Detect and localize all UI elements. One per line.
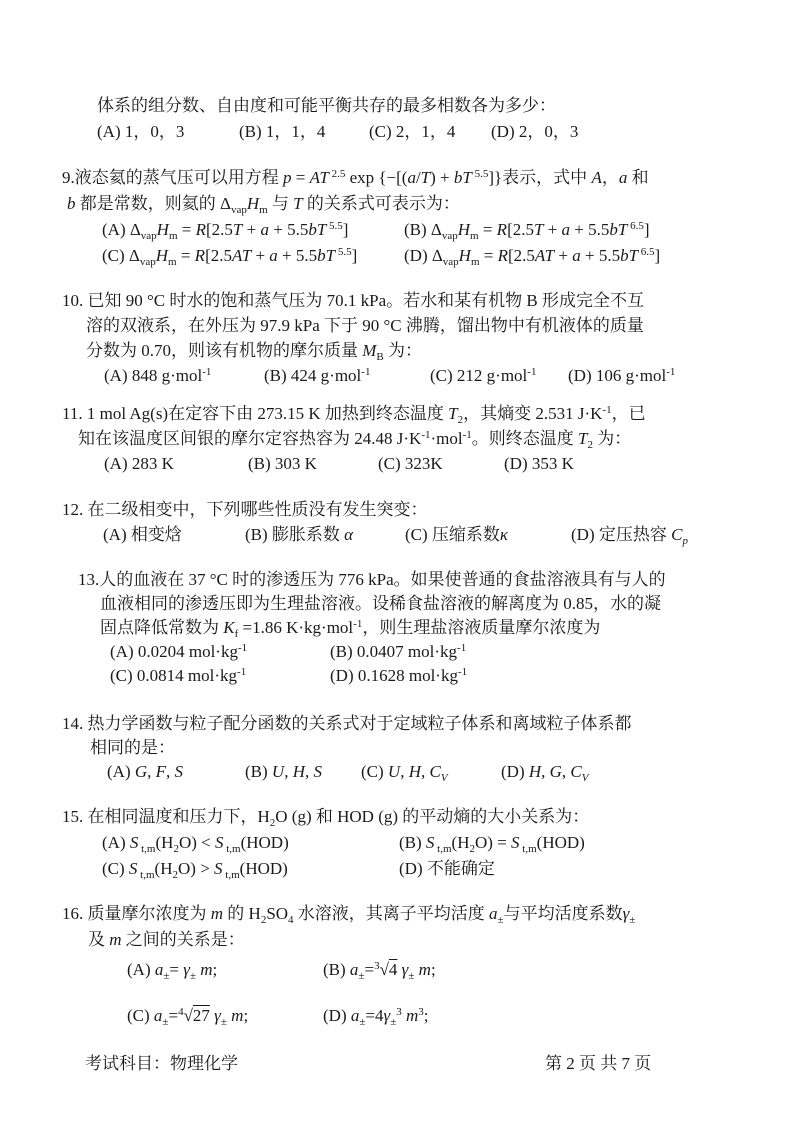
- question-9-line-2: b 都是常数，则氦的 $\Delta_{vap}H_m$ 与 T 的关系式可表示为：: [67, 194, 460, 216]
- question-15-options: [62, 830, 782, 882]
- question-8-option-b: (B) 1，1，4: [239, 122, 326, 141]
- question-14-options: [62, 760, 782, 784]
- question-13-line-1: 13.人的血液在 37 °C 时的渗透压为 776 kPa。如果使普通的食盐溶液具有与人的: [78, 570, 666, 589]
- question-14-line-1: 14. 热力学函数与粒子配分函数的关系式对于定域粒子体系和离域粒子体系都: [62, 714, 632, 733]
- question-10-line-2: 溶的双液系，在外压为 97.9 kPa 下于 90 °C 沸腾，馏出物中有机液体的质量: [86, 316, 644, 335]
- question-12-line-1: 12. 在二级相变中，下列哪些性质没有发生突变：: [62, 500, 428, 519]
- question-16-option-b: (B) $a_\pm=^3√4$ $\gamma_\pm$ m;: [323, 960, 436, 982]
- question-16-line-2: 及 m 之间的关系是：: [88, 930, 245, 949]
- question-16-line-1: 16. 质量摩尔浓度为 m 的 $H_2SO_4$ 水溶液，其离子平均活度 $a_\pm$与平均活度系数$\gamma_\pm$: [62, 904, 636, 926]
- footer-exam-subject: 考试科目：物理化学: [85, 1054, 238, 1073]
- question-13-line-3: 固点降低常数为 $K_f =1.86$ K·kg·mol$^{-1}$，则生理盐溶液质量摩尔浓度为: [100, 618, 601, 640]
- question-16-option-a: (A) $a_\pm= \gamma_\pm$ m;: [127, 960, 218, 982]
- question-13-line-2: 血液相同的渗透压即为生理盐溶液。设稀食盐溶液的解离度为 0.85，水的凝: [100, 594, 661, 613]
- question-13: [78, 568, 782, 688]
- question-16-option-c: (C) $a_\pm=^4√27$ $\gamma_\pm$ m;: [127, 1006, 249, 1028]
- question-16: [62, 901, 782, 1029]
- question-9: [62, 165, 782, 269]
- question-13-option-a: (A) 0.0204 $mol\cdot kg^{-1}$: [110, 642, 248, 661]
- question-10-line-3: 分数为 0.70，则该有机物的摩尔质量 $M_B$ 为：: [86, 341, 423, 363]
- question-9-option-c: (C) $\Delta_{vap}H_m = R[2.5AT + a + 5.5bT$ $^{5.5}$]: [102, 246, 358, 268]
- question-15-option-b: (B) S $_{t,m}(H_2O) = S$ $_{t,m}$(HOD): [399, 833, 585, 855]
- question-14-option-d: (D) H, G, $C_V$: [501, 762, 589, 784]
- question-11-option-c: (C) 323K: [378, 454, 443, 473]
- question-10-option-c: (C) 212 g·mol$^{-1}$: [430, 366, 537, 385]
- question-9-options: [62, 217, 782, 269]
- question-9-option-d: (D) $\Delta_{vap}H_m = R[2.5AT + a + 5.5bT$ $^{6.5}$]: [404, 246, 661, 268]
- question-10-line-1: 10. 已知 90 °C 时水的饱和蒸气压为 70.1 kPa。若水和某有机物 B 形成完全不互: [62, 291, 644, 310]
- question-15-line-1: 15. 在相同温度和压力下，$H_2O$ (g) 和 HOD (g) 的平动熵的大小关系为：: [62, 807, 590, 829]
- question-13-option-c: (C) 0.0814 $mol\cdot kg^{-1}$: [110, 666, 247, 685]
- question-10-options: [62, 363, 782, 388]
- question-15-option-a: (A) S $_{t,m}(H_2O) < S$ $_{t,m}$(HOD): [102, 833, 289, 855]
- question-11-line-2: 知在该温度区间银的摩尔定容热容为 24.48 $J\cdot K^{-1}\cdot mol^{-1}$。则终态温度 $T_2$ 为：: [78, 429, 632, 451]
- question-8-option-c: (C) 2，1，4: [369, 122, 456, 141]
- question-12-option-d: (D) 定压热容 $C_p$: [571, 525, 688, 547]
- question-16-options: [62, 957, 782, 1029]
- question-12-option-b: (B) 膨胀系数 α: [245, 525, 354, 544]
- question-14: [62, 712, 782, 784]
- question-9-option-b: (B) $\Delta_{vap}H_m = R[2.5T + a + 5.5bT$ $^{6.5}$]: [404, 220, 650, 242]
- question-14-option-b: (B) U, H, S: [245, 762, 322, 781]
- question-15-option-c: (C) S $_{t,m}(H_2O) > S$ $_{t,m}$(HOD): [102, 859, 288, 881]
- question-10: [62, 288, 782, 388]
- question-15-option-d: (D) 不能确定: [399, 859, 495, 878]
- question-8-option-a: (A) 1，0，3: [97, 122, 185, 141]
- question-9-line-1: 9.液态氦的蒸气压可以用方程 p = AT $^{2.5}$ exp {−[(a/T) + bT $^{5.5}$]}表示，式中 A，a 和: [62, 168, 649, 187]
- footer-page-indicator: 第 2 页 共 7 页: [545, 1054, 652, 1073]
- question-13-option-d: (D) 0.1628 $mol\cdot kg^{-1}$: [330, 666, 468, 685]
- question-11-option-b: (B) 303 K: [248, 454, 317, 473]
- question-11-option-d: (D) 353 K: [504, 454, 574, 473]
- question-10-option-d: (D) 106 g·mol$^{-1}$: [568, 366, 676, 385]
- question-8-options: [62, 119, 782, 145]
- question-12-option-a: (A) 相变焓: [103, 525, 182, 544]
- question-13-option-b: (B) 0.0407 $mol\cdot kg^{-1}$: [330, 642, 467, 661]
- question-12-option-c: (C) 压缩系数κ: [405, 525, 509, 544]
- question-9-option-a: (A) $\Delta_{vap}H_m = R[2.5T + a + 5.5bT$ $^{5.5}$]: [102, 220, 349, 242]
- question-12: [62, 497, 782, 547]
- question-11-options: [62, 451, 782, 476]
- question-11-option-a: (A) 283 K: [104, 454, 174, 473]
- question-8-text: 体系的组分数、自由度和可能平衡共存的最多相数各为多少：: [97, 96, 556, 115]
- question-14-option-c: (C) U, H, $C_V$: [361, 762, 448, 784]
- question-14-option-a: (A) G, F, S: [107, 762, 184, 781]
- question-11-line-1: 11. 1 mol Ag(s)在定容下由 273.15 K 加热到终态温度 $T_2$，其熵变 2.531 $J\cdot K^{-1}$，已: [62, 404, 646, 426]
- question-12-options: [62, 522, 782, 547]
- question-11: [62, 401, 782, 476]
- question-15: [62, 804, 782, 882]
- question-16-option-d: (D) $a_\pm=4\gamma_\pm^3$ $m^3$;: [323, 1006, 429, 1028]
- question-14-line-2: 相同的是：: [90, 738, 175, 757]
- question-8-option-d: (D) 2，0，3: [491, 122, 579, 141]
- question-13-options: [78, 640, 782, 688]
- question-8-continuation: [62, 93, 782, 145]
- question-10-option-a: (A) 848 g·mol$^{-1}$: [104, 366, 212, 385]
- question-10-option-b: (B) 424 g·mol$^{-1}$: [264, 366, 371, 385]
